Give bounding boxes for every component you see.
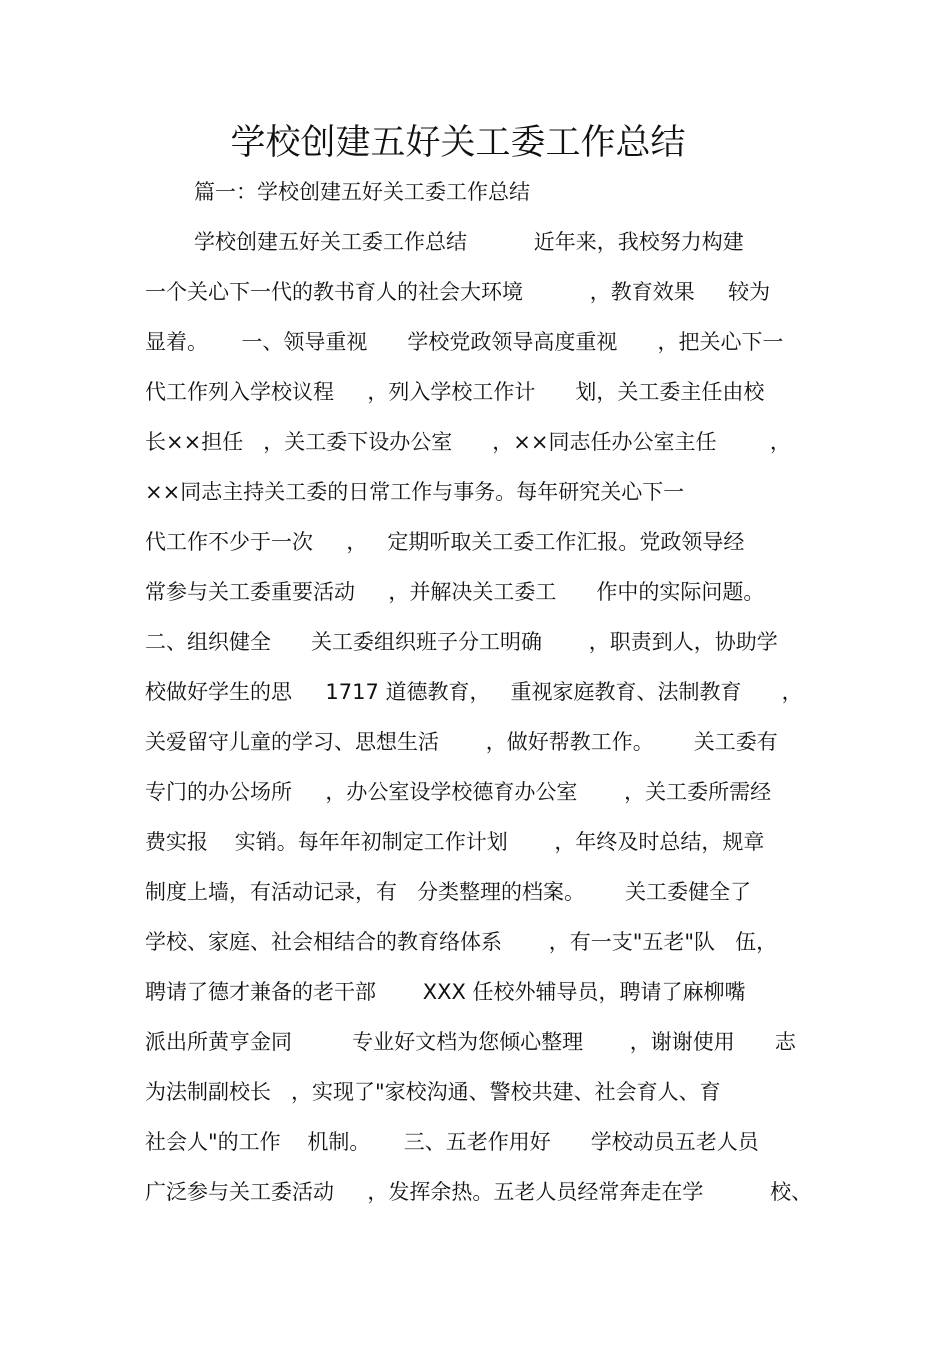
body-line: 代工作列入学校议程 ，列入学校工作计 划，关工委主任由校 bbox=[145, 380, 765, 404]
body-line: 关爱留守儿童的学习、思想生活 ，做好帮教工作。 关工委有 bbox=[145, 730, 778, 754]
body-line: 专门的办公场所 ，办公室设学校德育办公室 ，关工委所需经 bbox=[145, 780, 772, 804]
document-title: 学校创建五好关工委工作总结 bbox=[230, 123, 686, 163]
body-line: 聘请了德才兼备的老干部 XXX 任校外辅导员，聘请了麻柳嘴 bbox=[145, 980, 746, 1004]
body-line: 校做好学生的思 1717 道德教育， 重视家庭教育、法制教育 ， bbox=[145, 680, 803, 704]
body-line: 二、组织健全 关工委组织班子分工明确 ，职责到人，协助学 bbox=[145, 630, 778, 654]
body-line: 学校、家庭、社会相结合的教育络体系 ，有一支"五老"队 伍， bbox=[145, 930, 778, 954]
body-line: 制度上墙，有活动记录，有 分类整理的档案。 关工委健全了 bbox=[145, 880, 752, 904]
body-line: 代工作不少于一次 ， 定期听取关工委工作汇报。党政领导经 bbox=[145, 530, 745, 554]
body-line: 派出所黄亨金同 专业好文档为您倾心整理 ，谢谢使用 志 bbox=[145, 1030, 796, 1054]
body-line: 费实报 实销。每年年初制定工作计划 ，年终及时总结，规章 bbox=[145, 830, 765, 854]
document-subtitle: 篇一：学校创建五好关工委工作总结 bbox=[194, 180, 530, 204]
body-line: 显着。 一、领导重视 学校党政领导高度重视 ，把关心下一 bbox=[145, 330, 784, 354]
body-line: 学校创建五好关工委工作总结 近年来，我校努力构建 bbox=[194, 230, 744, 254]
body-line: 一个关心下一代的教书育人的社会大环境 ，教育效果 较为 bbox=[145, 280, 771, 304]
body-line: 社会人"的工作 机制。 三、五老作用好 学校动员五老人员 bbox=[145, 1130, 759, 1154]
body-line: ××同志主持关工委的日常工作与事务。每年研究关心下一 bbox=[145, 480, 685, 504]
body-paragraph bbox=[145, 222, 825, 1222]
body-line: 长××担任 ，关工委下设办公室 ，××同志任办公室主任 ， bbox=[145, 430, 791, 454]
body-line: 为法制副校长 ，实现了"家校沟通、警校共建、社会育人、育 bbox=[145, 1080, 721, 1104]
body-line: 常参与关工委重要活动 ，并解决关工委工 作中的实际问题。 bbox=[145, 580, 765, 604]
body-line: 广泛参与关工委活动 ，发挥余热。五老人员经常奔走在学 校、 bbox=[145, 1180, 813, 1204]
